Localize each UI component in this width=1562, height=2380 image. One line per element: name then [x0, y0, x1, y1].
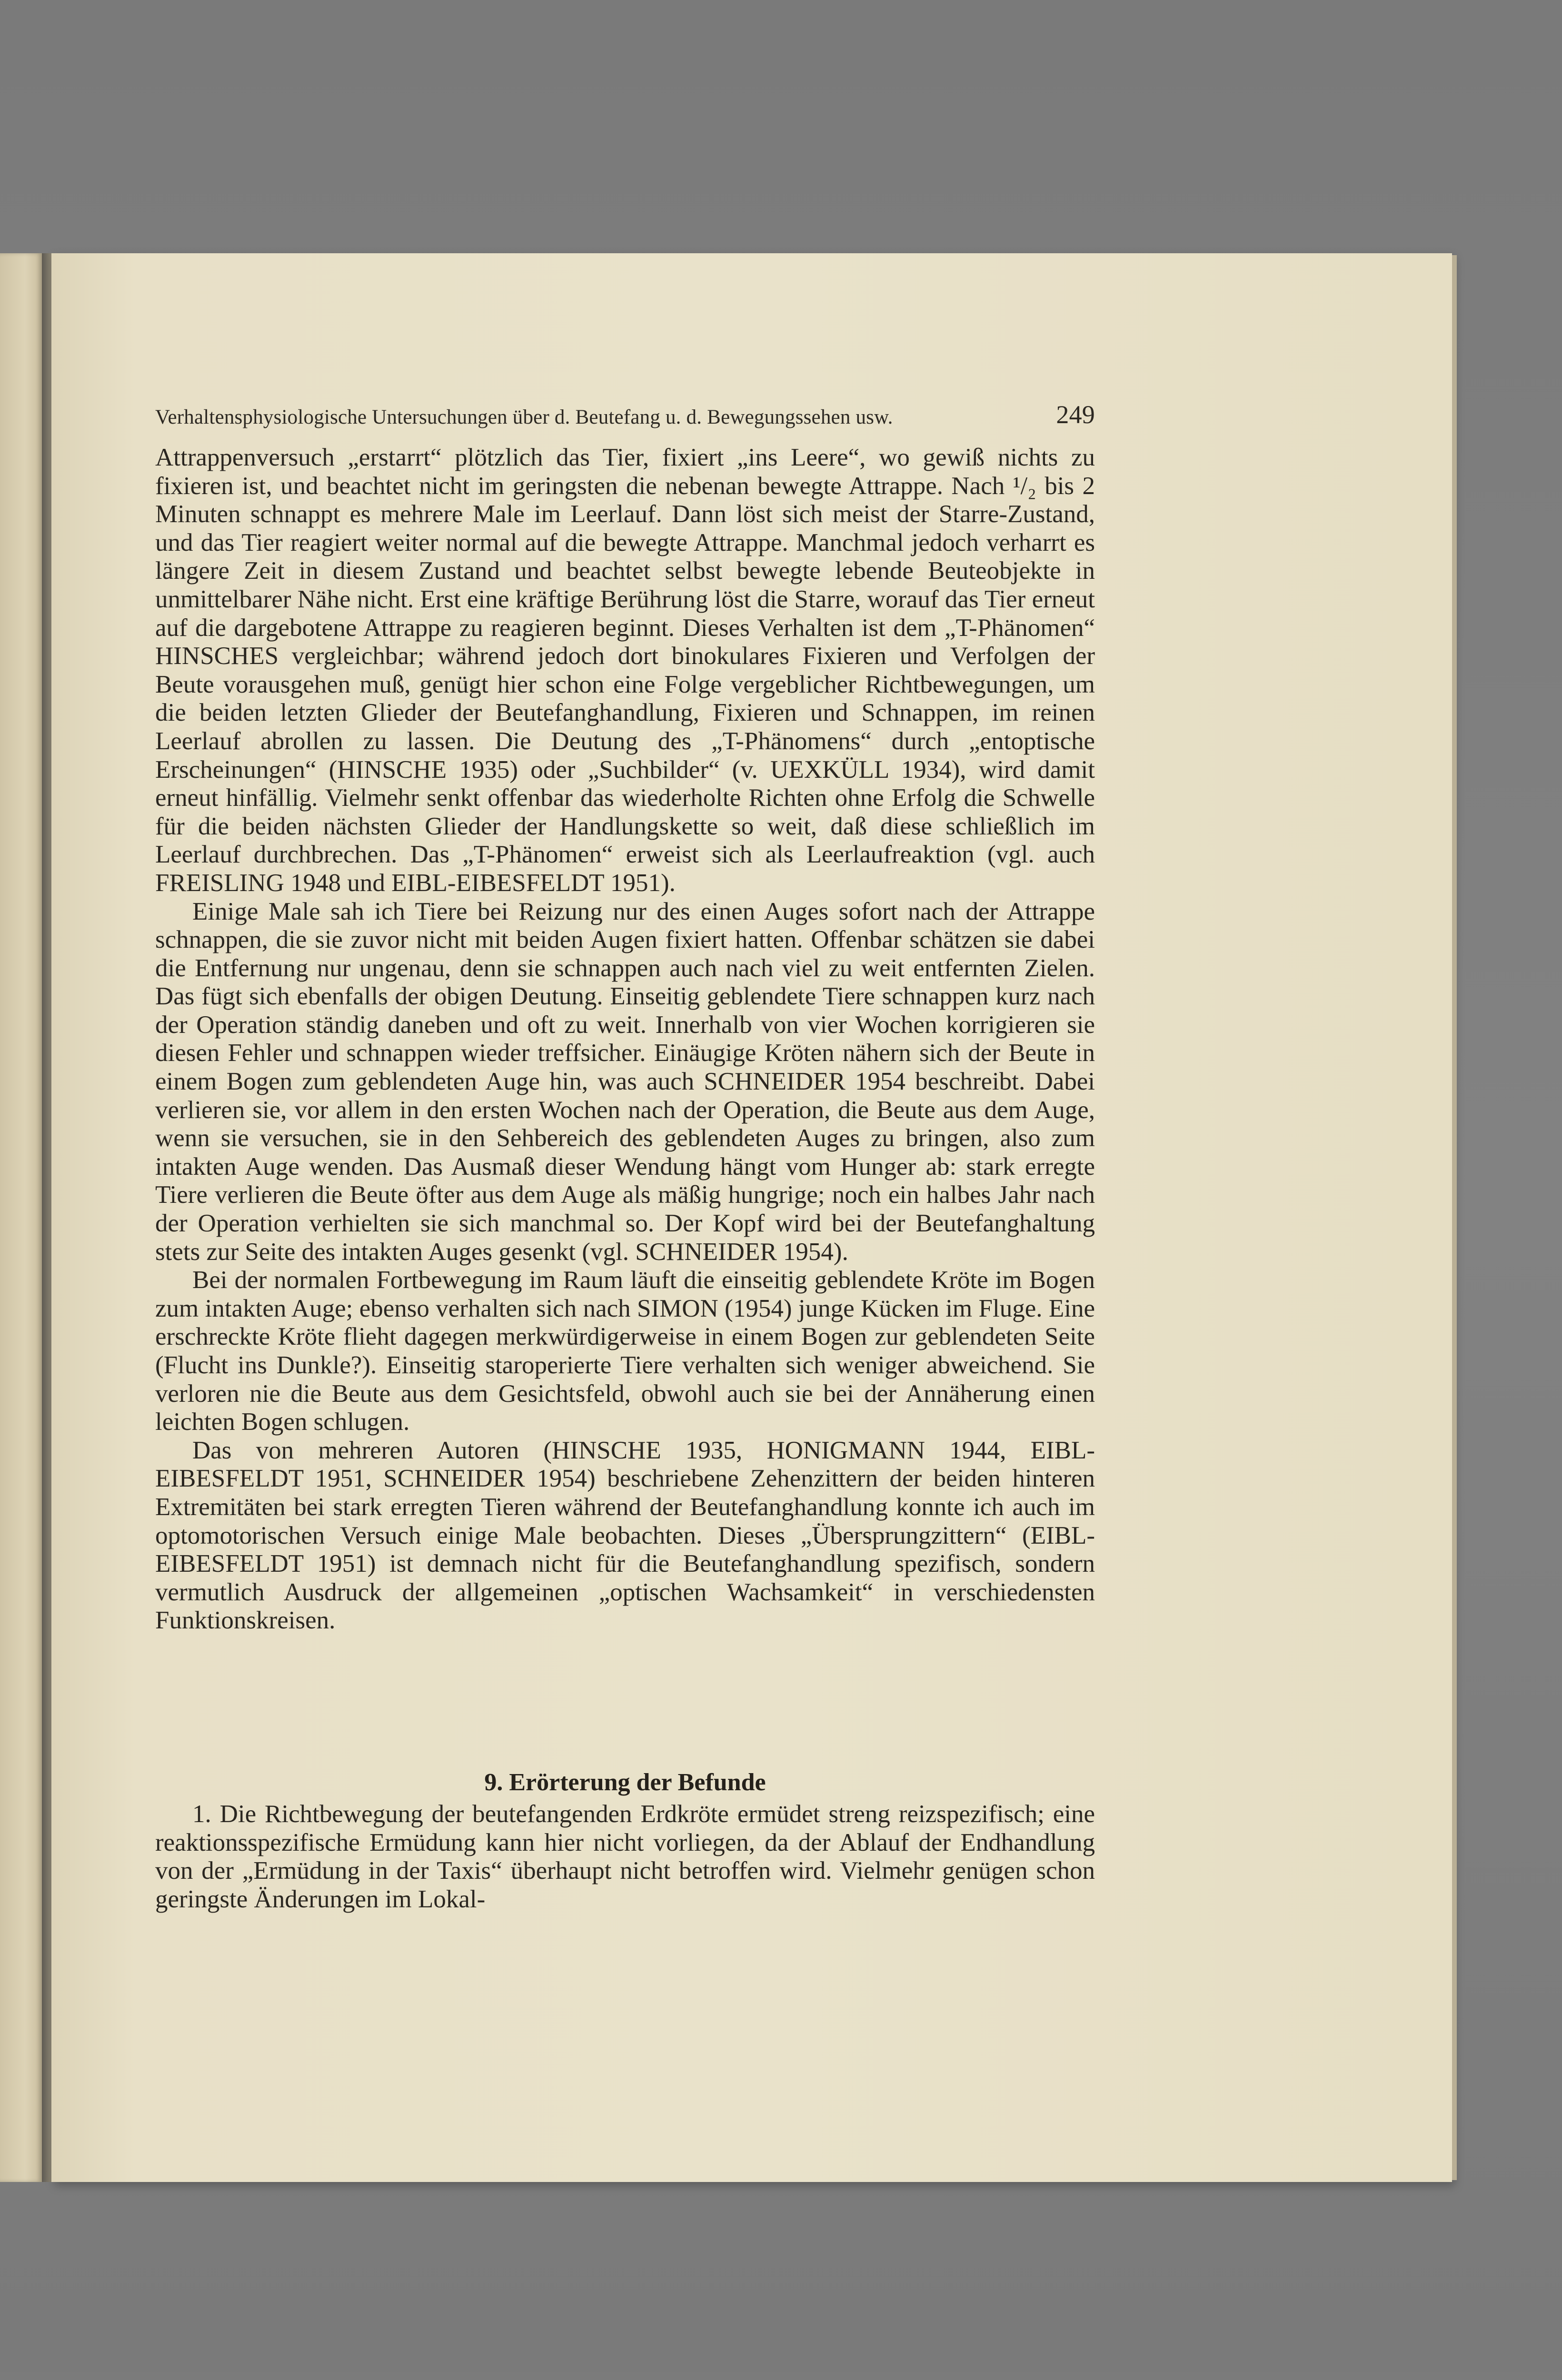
- running-head: [155, 400, 1095, 433]
- section-heading: 9. Erörterung der Befunde: [484, 1769, 766, 1796]
- section-body: [155, 1800, 1095, 1914]
- book-page: [51, 253, 1452, 2182]
- running-head-title: Verhaltensphysiologische Untersuchungen über d. Beutefang u. d. Bewegungssehen usw.: [155, 406, 893, 428]
- page-number: 249: [1056, 400, 1095, 429]
- book-gutter: [42, 253, 51, 2182]
- paragraph-1: Attrappenversuch „erstarrt“ plötzlich das Tier, fixiert „ins Leere“, wo gewiß nichts zu fixieren ist, und beachtet nicht im geringsten die nebenan bewegte Attrappe. Nach ¹/₂ bis 2 Minuten schnappt es mehrere Male im Leerlauf. Dann löst sich meist der Starre-Zustand, und das Tier reagiert weiter normal auf die bewegte Attrappe. Manchmal jedoch verharrt es längere Zeit in diesem Zustand und beachtet selbst bewegte lebende Beuteobjekte in unmittelbarer Nähe nicht. Erst eine kräftige Berührung löst die Starre, worauf das Tier erneut auf die dargebotene Attrappe zu reagieren beginnt. Dieses Verhalten ist dem „T-Phänomen“ HINSCHES vergleichbar; während jedoch dort binokulares Fixieren und Verfolgen der Beute vorausgehen muß, genügt hier schon eine Folge vergeblicher Richtbewegungen, um die beiden letzten Glieder der Beutefanghandlung, Fixieren und Schnappen, im reinen Leerlauf abrollen zu lassen. Die Deutung des „T-Phänomens“ durch „entoptische Erscheinungen“ (HINSCHE 1935) oder „Suchbilder“ (v. UEXKÜLL 1934), wird damit erneut hinfällig. Vielmehr senkt offenbar das wiederholte Richten ohne Erfolg die Schwelle für die beiden nächsten Glieder der Handlungskette so weit, daß diese schließlich im Leerlauf durchbrechen. Das „T-Phänomen“ erweist sich als Leerlaufreaktion (vgl. auch FREISLING 1948 und EIBL-EIBESFELDT 1951).: [155, 444, 1095, 897]
- paragraph-4: Das von mehreren Autoren (HINSCHE 1935, HONIGMANN 1944, EIBL-EIBESFELDT 1951, SCHNEIDER 1954) beschriebene Zehenzittern der beiden hinteren Extremitäten bei stark erregten Tieren während der Beutefanghandlung konnte ich auch im optomotorischen Versuch einige Male beobachten. Dieses „Übersprungzittern“ (EIBL-EIBESFELDT 1951) ist demnach nicht für die Beutefanghandlung spezifisch, sondern vermutlich Ausdruck der allgemeinen „optischen Wachsamkeit“ in verschiedensten Funktionskreisen.: [155, 1436, 1095, 1635]
- body-text: [155, 444, 1095, 1635]
- paragraph-2: Einige Male sah ich Tiere bei Reizung nur des einen Auges sofort nach der Attrappe schnappen, die sie zuvor nicht mit beiden Augen fixiert hatten. Offenbar schätzen sie dabei die Entfernung nur ungenau, denn sie schnappen auch nach viel zu weit entfernten Zielen. Das fügt sich ebenfalls der obigen Deutung. Einseitig geblendete Tiere schnappen kurz nach der Operation ständig daneben und oft zu weit. Innerhalb von vier Wochen korrigieren sie diesen Fehler und schnappen wieder treffsicher. Einäugige Kröten nähern sich der Beute in einem Bogen zum geblendeten Auge hin, was auch SCHNEIDER 1954 beschreibt. Dabei verlieren sie, vor allem in den ersten Wochen nach der Operation, die Beute aus dem Auge, wenn sie versuchen, sie in den Sehbereich des geblendeten Auges zu bringen, also zum intakten Auge wenden. Das Ausmaß dieser Wendung hängt vom Hunger ab: stark erregte Tiere verlieren die Beute öfter aus dem Auge als mäßig hungrige; noch ein halbes Jahr nach der Operation verhielten sie sich manchmal so. Der Kopf wird bei der Beutefanghaltung stets zur Seite des intakten Auges gesenkt (vgl. SCHNEIDER 1954).: [155, 897, 1095, 1266]
- section-paragraph: 1. Die Richtbewegung der beutefangenden Erdkröte ermüdet streng reizspezifisch; eine reaktionsspezifische Ermüdung kann hier nicht vorliegen, da der Ablauf der Endhandlung von der „Ermüdung in der Taxis“ überhaupt nicht betroffen wird. Vielmehr genügen schon geringste Änderungen im Lokal-: [155, 1800, 1095, 1913]
- facing-page-edge: [0, 253, 42, 2182]
- paragraph-3: Bei der normalen Fortbewegung im Raum läuft die einseitig geblendete Kröte im Bogen zum intakten Auge; ebenso verhalten sich nach SIMON (1954) junge Kücken im Fluge. Eine erschreckte Kröte flieht dagegen merkwürdigerweise in einem Bogen zur geblendeten Seite (Flucht ins Dunkle?). Einseitig staroperierte Tiere verhalten sich weniger abweichend. Sie verloren nie die Beute aus dem Gesichtsfeld, obwohl auch sie bei der Annäherung einen leichten Bogen schlugen.: [155, 1266, 1095, 1436]
- page-edge: [1452, 255, 1457, 2180]
